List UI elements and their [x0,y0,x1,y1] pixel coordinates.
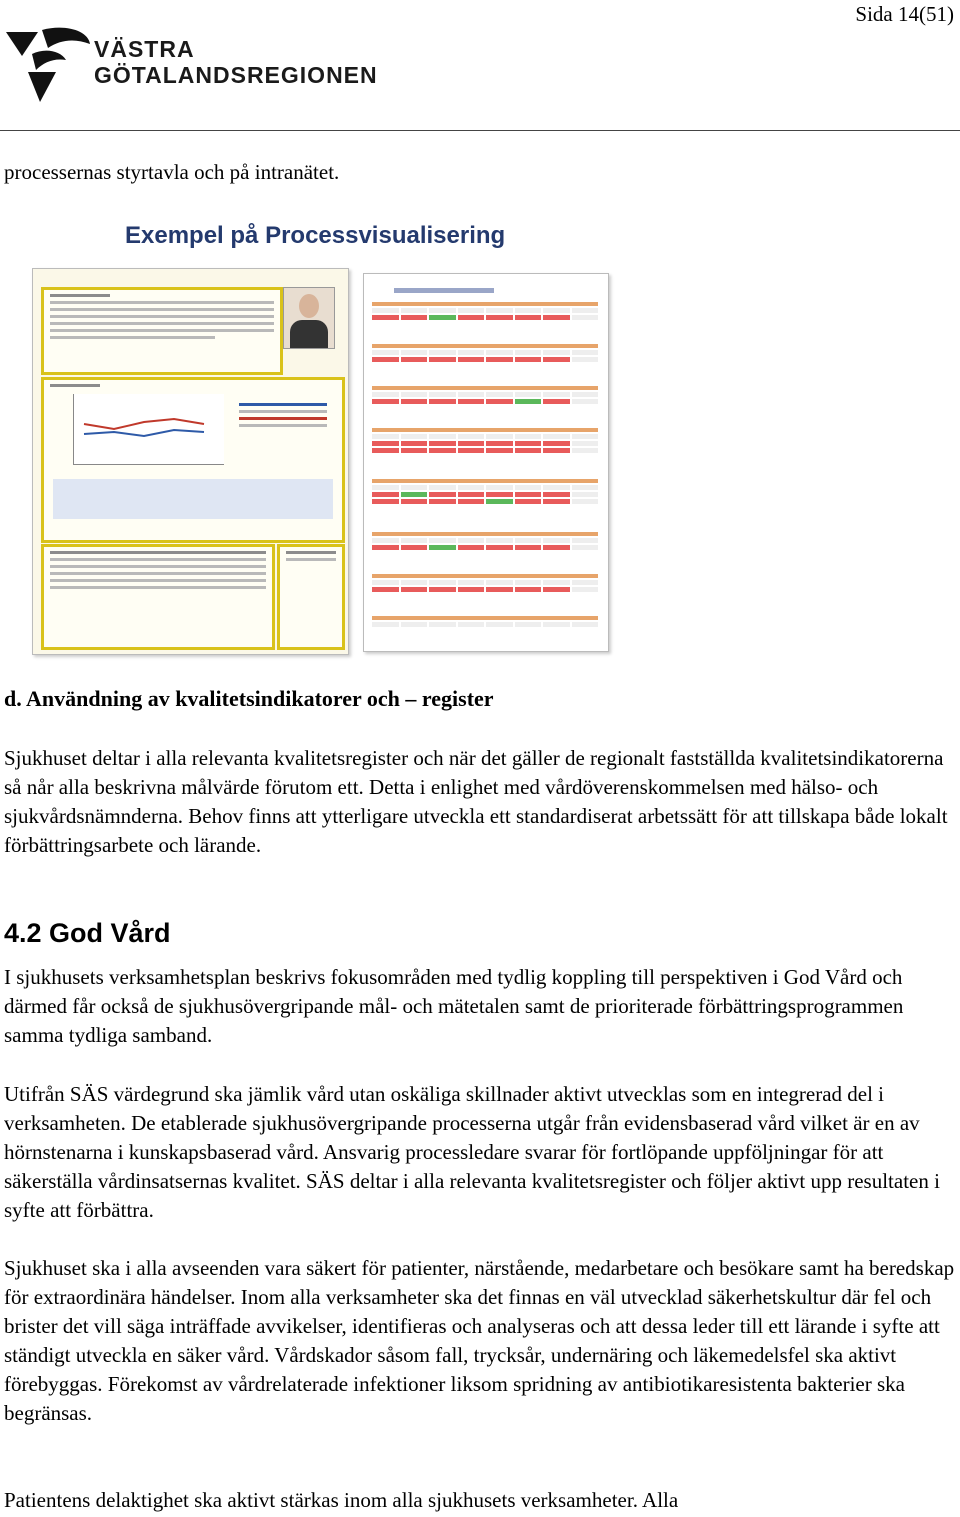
figure-notes-frame [41,544,275,650]
figure-right-sheet [363,273,609,652]
figure-table-band [372,386,598,406]
section-4-2-paragraph: Sjukhuset ska i alla avseenden vara säkert för patienter, närstående, medarbetare och besökare samt ha beredskap för extraordinära händelser. Inom alla verksamheter ska det finnas en väl utvecklad säkerhetskultur där fel och brister det vill säga inträffade avvikelser, identifieras och analyseras och att dessa leder till ett lärande i syfte att ständigt utveckla en säker vård. Vårdskador såsom fall, trycksår, undernäring och läkemedelsfel ska aktivt förebyggas. Förekomst av vårdrelaterade infektioner liksom spridning av antibiotikaresistenta bakterier ska begränsas. [4,1256,955,1425]
section-4-2-paragraph: Patientens delaktighet ska aktivt stärkas inom alla sjukhusets verksamheter. Alla [4,1488,679,1512]
vgr-logo [4,26,384,106]
header-divider [0,130,960,131]
section-d-body: Sjukhuset deltar i alla relevanta kvalitetsregister och när det gäller de regionalt fastställda kvalitetsindikatorerna så når alla beskrivna målvärde förutom ett. Detta i enlighet med vårdöverenskommelsen med hälso- och sjukvårdsnämnderna. Behov finns att ytterligare utveckla ett standardiserat arbetssätt för att tillskapa både lokalt förbättringsarbete och lärande. [4,746,948,857]
figure-table-band [372,479,598,506]
figure-mini-chart [73,394,224,465]
figure-title: Exempel på Processvisualisering [125,222,506,249]
process-visualisation-figure [30,218,615,653]
logo-line-2: GÖTALANDSREGIONEN [94,62,378,88]
section-4-2-heading: 4.2 God Vård [4,918,171,948]
vgr-emblem-icon [4,26,94,106]
logo-wordmark [94,36,378,88]
figure-table-band [372,302,598,322]
figure-table-band [372,574,598,594]
figure-table-band [372,616,598,629]
figure-table-band [372,344,598,364]
section-4-2-paragraph: I sjukhusets verksamhetsplan beskrivs fokusområden med tydlig koppling till perspektiven i God Vård och därmed får också de sjukhusövergripande mål- och mätetalen samt de prioriterade förbättringsprogrammen samma tydliga samband. [4,965,904,1047]
figure-table-band [372,428,598,455]
logo-line-1: VÄSTRA [94,36,195,62]
figure-left-sheet [32,268,349,655]
section-4-2-paragraph: Utifrån SÄS värdegrund ska jämlik vård utan oskäliga skillnader aktivt utvecklas som en integrerad del i verksamheten. De etablerade sjukhusövergripande processerna utgår från evidensbaserad vård vilket är en av hörnstenarna i kunskapsbaserad vård. Ansvarig processledare svarar för fortlöpande uppföljningar för att säkerställa vårdinsatsernas kvalitet. SÄS deltar i alla relevanta kvalitetsregister och följer aktivt upp resultaten i syfte att förbättra. [4,1082,940,1222]
figure-table-band [372,532,598,552]
figure-text-frame [41,287,283,375]
figure-portrait-photo [283,287,335,349]
page-number: Sida 14(51) [855,2,954,26]
figure-side-frame [277,544,345,650]
section-d-heading: d. Användning av kvalitetsindikatorer och – register [4,686,494,711]
intro-text: processernas styrtavla och på intranätet. [4,160,340,184]
